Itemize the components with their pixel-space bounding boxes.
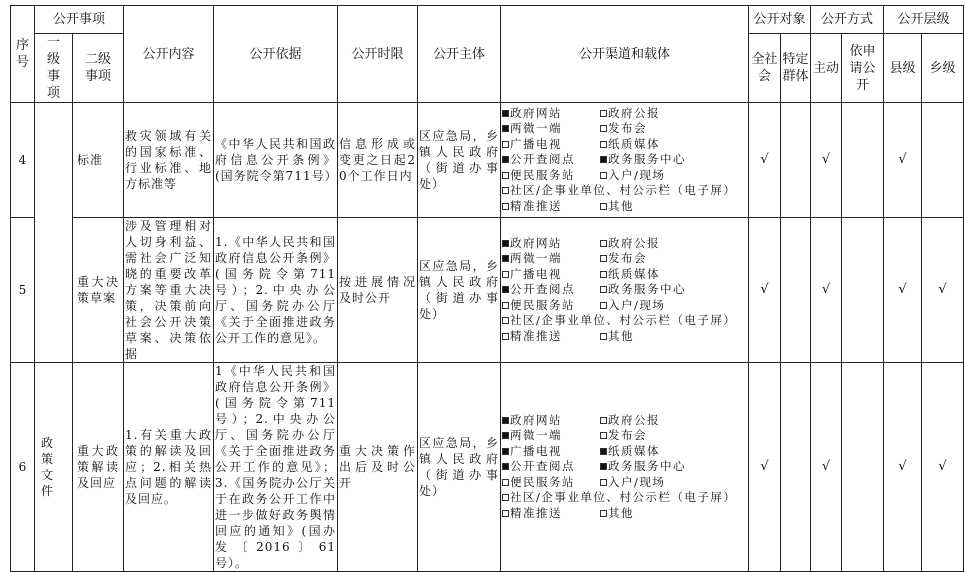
channel-item [502,428,600,444]
table-row [11,218,964,363]
channel-item [502,298,600,314]
channel-label: 纸质媒体 [608,266,660,281]
channel-item [600,282,747,298]
channel-label: 发布会 [608,121,647,136]
channel-label: 政府网站 [510,412,562,427]
mode-apply-cell [842,363,884,572]
header-mode-group: 公开方式 [811,6,884,34]
level2-cell: 重大政策解读及回应 [73,363,124,572]
channel-label: 公开查阅点 [510,459,575,474]
subject-cell: 区应急局，乡镇人民政府（街道办事处） [418,103,501,218]
mode-apply-cell [842,218,884,363]
channel-item [502,121,600,137]
subject-cell: 区应急局，乡镇人民政府（街道办事处） [418,363,501,572]
unchecked-box-icon [502,271,509,278]
checked-box-icon [600,448,607,455]
table-row [11,103,964,218]
channel-item [600,236,747,252]
header-basis: 公开依据 [214,6,338,103]
unchecked-box-icon [502,494,509,501]
target-specific-cell [781,218,811,363]
target-all-cell [749,363,781,572]
channel-label: 精准推送 [510,328,562,343]
level-town-cell [922,218,964,363]
channel-item [600,444,747,460]
checked-box-icon [600,463,607,470]
channel-label: 两微一端 [510,428,562,443]
header-items-group: 公开事项 [35,6,124,34]
header-level2: 二级事项 [73,34,124,103]
unchecked-box-icon [600,110,607,117]
header-seq: 序号 [11,6,35,103]
channel-label: 纸质媒体 [608,443,660,458]
table-row [11,363,964,572]
level-county-cell [884,363,922,572]
unchecked-box-icon [502,510,509,517]
channel-item [502,267,600,283]
channel-label: 两微一端 [510,121,562,136]
mode-active-cell [811,103,842,218]
seq-cell: 6 [11,363,35,572]
check-mark-icon: √ [938,459,947,474]
channel-item [502,168,600,184]
unchecked-box-icon [600,286,607,293]
header-subject: 公开主体 [418,6,501,103]
channel-label: 发布会 [608,251,647,266]
channel-item [600,267,747,283]
channel-item [502,313,747,329]
header-target-all: 全社会 [749,34,781,103]
target-specific-cell [781,103,811,218]
channel-label: 政府网站 [510,105,562,120]
header-target-specific: 特定群体 [781,34,811,103]
time-limit-cell: 信息形成或变更之日起20个工作日内 [338,103,418,218]
channel-item [502,444,600,460]
channel-item [502,183,747,199]
channel-list [502,413,747,522]
checked-box-icon [502,286,509,293]
channel-label: 入户/现场 [608,297,666,312]
channel-item [600,121,747,137]
channel-label: 其他 [608,505,634,520]
checked-box-icon [502,255,509,262]
level2-cell: 重大决策草案 [73,218,124,363]
channel-label: 便民服务站 [510,297,575,312]
header-level-county: 县级 [884,34,922,103]
channel-item [600,506,747,522]
channel-item [600,459,747,475]
level-county-cell [884,103,922,218]
channel-label: 公开查阅点 [510,282,575,297]
content-cell: 涉及管理相对人切身利益、需社会广泛知晓的重要改革方案等重大决策，决策前向社会公开决策草案、决策依据 [125,219,212,361]
channel-label: 精准推送 [510,505,562,520]
level1-cell: 政策文件 [35,363,73,572]
header-content: 公开内容 [124,6,214,103]
channels-cell [501,363,749,572]
channel-item [600,251,747,267]
channel-label: 社区/企事业单位、村公示栏（电子屏） [510,183,737,198]
channel-item [502,413,600,429]
time-limit-cell: 按进展情况及时公开 [338,218,418,363]
disclosure-table [10,5,964,572]
unchecked-box-icon [600,417,607,424]
channel-item [600,106,747,122]
time-limit-cell: 重大决策作出后及时公开 [338,363,418,572]
channel-label: 精准推送 [510,198,562,213]
channel-list [502,236,747,345]
channel-item [502,199,600,215]
seq-cell: 5 [11,218,35,363]
unchecked-box-icon [600,240,607,247]
channel-label: 两微一端 [510,251,562,266]
header-target-group: 公开对象 [749,6,811,34]
channel-label: 广播电视 [510,266,562,281]
channel-label: 政务服务中心 [608,282,686,297]
channel-label: 政府公报 [608,235,660,250]
channel-label: 纸质媒体 [608,136,660,151]
unchecked-box-icon [502,302,509,309]
mode-apply-cell [842,103,884,218]
channel-item [502,282,600,298]
check-mark-icon: √ [821,152,831,167]
channel-label: 便民服务站 [510,167,575,182]
channel-item [502,236,600,252]
level-town-cell [922,103,964,218]
check-mark-icon: √ [760,282,769,297]
unchecked-box-icon [502,187,509,194]
unchecked-box-icon [502,172,509,179]
unchecked-box-icon [600,510,607,517]
check-mark-icon: √ [898,282,907,297]
channel-item [502,329,600,345]
channel-label: 广播电视 [510,136,562,151]
channel-item [502,506,600,522]
channel-item [502,459,600,475]
seq-cell: 4 [11,103,35,218]
channel-item [502,106,600,122]
content-cell: 救灾领域有关的国家标准、行业标准、地方标准等 [124,103,214,218]
basis-cell: 1.《中华人民共和国政府信息公开条例》(国务院令第711号）；2.中央办公厅、国务院办公厅《关于全面推进政务公开工作的意见》。 [214,218,338,363]
target-specific-cell [781,363,811,572]
unchecked-box-icon [502,203,509,210]
channel-item [600,137,747,153]
checked-box-icon [502,417,509,424]
unchecked-box-icon [600,271,607,278]
checked-box-icon [600,156,607,163]
header-level-group: 公开层级 [884,6,964,34]
channel-label: 政务服务中心 [608,152,686,167]
unchecked-box-icon [502,317,509,324]
unchecked-box-icon [600,172,607,179]
checked-box-icon [502,463,509,470]
channels-cell [501,218,749,363]
basis-cell: 1《中华人民共和国政府信息公开条例》(国务院令第711号）；2.中央办公厅、国务院办公厅《关于全面推进政务公开工作的意见》；3.《国务院办公厅关于在政务公开工作中进一步做好政务舆情回应的通知》(国办发〔2016〕61号）。 [215,364,336,570]
header-channels: 公开渠道和载体 [501,6,749,103]
channel-item [600,298,747,314]
channels-cell [501,103,749,218]
check-mark-icon: √ [821,459,831,474]
channel-label: 广播电视 [510,443,562,458]
channel-item [600,475,747,491]
unchecked-box-icon [600,333,607,340]
checked-box-icon [502,110,509,117]
level-town-cell [922,363,964,572]
header-mode-active: 主动 [811,34,842,103]
checked-box-icon [502,156,509,163]
header-level1: 一级事项 [35,34,73,103]
level2-cell: 标准 [73,103,124,218]
unchecked-box-icon [600,432,607,439]
content-cell: 1.有关重大政策的解读及回应；2.相关热点问题的解读及回应。 [124,363,214,572]
check-mark-icon: √ [760,152,769,167]
channel-label: 公开查阅点 [510,152,575,167]
level1-cell [35,103,73,363]
unchecked-box-icon [600,302,607,309]
target-all-cell [749,218,781,363]
unchecked-box-icon [600,125,607,132]
check-mark-icon: √ [898,152,907,167]
check-mark-icon: √ [760,459,769,474]
check-mark-icon: √ [938,282,947,297]
channel-item [502,152,600,168]
mode-active-cell [811,363,842,572]
header-time-limit: 公开时限 [338,6,418,103]
channel-item [600,329,747,345]
channel-label: 政务服务中心 [608,459,686,474]
checked-box-icon [502,240,509,247]
level-county-cell [884,218,922,363]
unchecked-box-icon [600,141,607,148]
checked-box-icon [502,432,509,439]
checked-box-icon [502,448,509,455]
channel-label: 其他 [608,328,634,343]
mode-active-cell [811,218,842,363]
channel-label: 社区/企事业单位、村公示栏（电子屏） [510,490,737,505]
unchecked-box-icon [600,479,607,486]
target-all-cell [749,103,781,218]
channel-list [502,106,747,215]
subject-cell: 区应急局，乡镇人民政府（街道办事处） [418,218,501,363]
unchecked-box-icon [600,255,607,262]
unchecked-box-icon [502,333,509,340]
channel-item [502,137,600,153]
channel-item [600,152,747,168]
unchecked-box-icon [502,479,509,486]
header-level-town: 乡级 [922,34,964,103]
checked-box-icon [502,125,509,132]
unchecked-box-icon [502,141,509,148]
basis-cell: 《中华人民共和国政府信息公开条例》(国务院令第711号） [214,103,338,218]
header-mode-apply: 依申请公开 [842,34,884,103]
check-mark-icon: √ [898,459,907,474]
channel-item [502,251,600,267]
channel-label: 入户/现场 [608,474,666,489]
channel-item [502,490,747,506]
channel-label: 发布会 [608,428,647,443]
channel-label: 其他 [608,198,634,213]
channel-label: 社区/企事业单位、村公示栏（电子屏） [510,313,737,328]
channel-item [502,475,600,491]
channel-item [600,428,747,444]
channel-item [600,413,747,429]
unchecked-box-icon [600,203,607,210]
channel-item [600,199,747,215]
channel-label: 政府公报 [608,105,660,120]
channel-item [600,168,747,184]
channel-label: 政府公报 [608,412,660,427]
channel-label: 便民服务站 [510,474,575,489]
channel-label: 政府网站 [510,235,562,250]
check-mark-icon: √ [821,282,831,297]
channel-label: 入户/现场 [608,167,666,182]
